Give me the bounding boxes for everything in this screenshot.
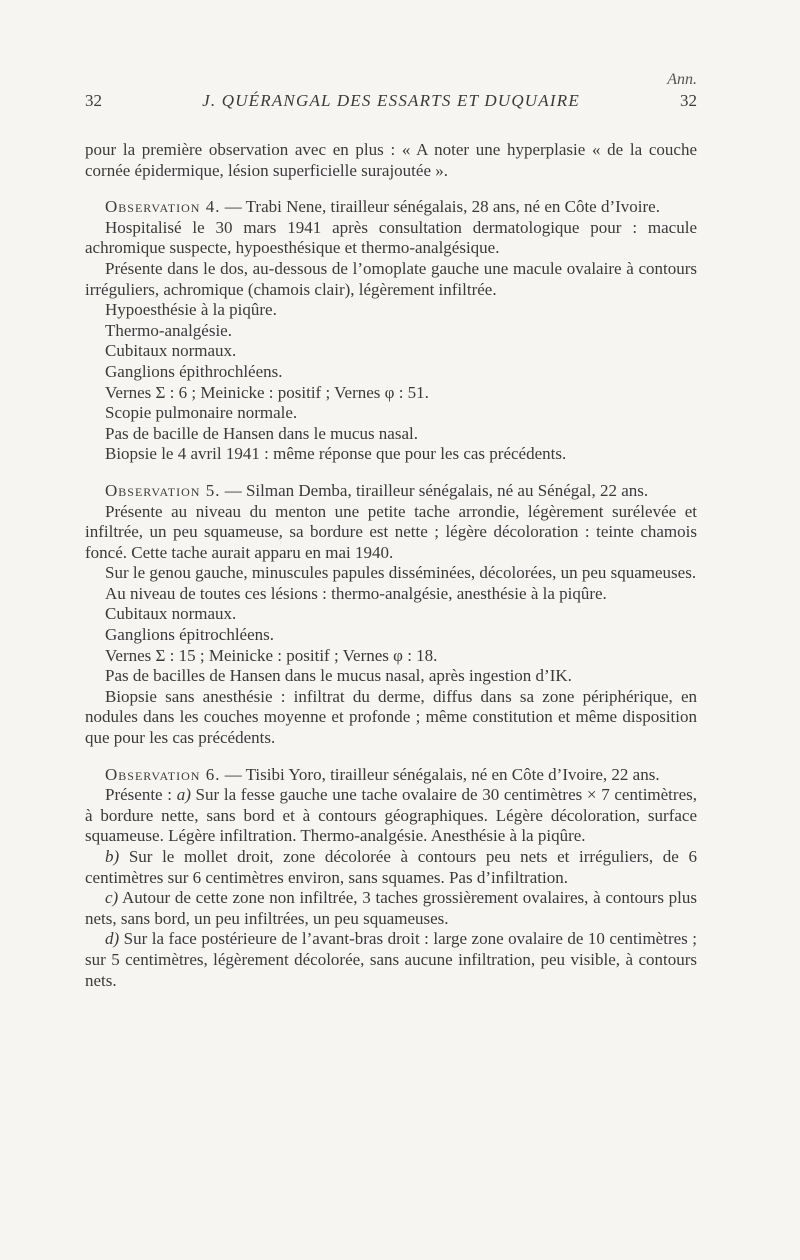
paragraph: Thermo-analgésie. bbox=[105, 320, 232, 340]
observation-4 bbox=[85, 197, 697, 465]
paragraph: Ganglions épithrochléens. bbox=[105, 361, 283, 381]
paragraph: Scopie pulmonaire normale. bbox=[105, 403, 298, 423]
paragraph: Ganglions épitrochléens. bbox=[105, 625, 275, 645]
annotation-ann: Ann. bbox=[667, 71, 697, 88]
paragraph-text: Sur la face postérieure de l’avant-bras droit : large zone ovalaire de 10 centimètres ; sur 5 centimètres, légèrement décolorée, sans aucune infiltration, peu visible, à contours nets. bbox=[85, 929, 697, 990]
item-marker: c) bbox=[105, 888, 119, 908]
paragraph: Au niveau de toutes ces lésions : thermo-analgésie, anesthésie à la piqûre. bbox=[105, 583, 607, 603]
paragraph-b bbox=[85, 847, 697, 888]
paragraph: Vernes Σ : 6 ; Meinicke : positif ; Vernes φ : 51. bbox=[105, 382, 429, 402]
observation-6 bbox=[85, 765, 697, 992]
observation-heading bbox=[85, 765, 697, 786]
paragraph: Sur le genou gauche, minuscules papules disséminées, décolorées, un peu squameuses. bbox=[105, 563, 697, 583]
paragraph: Biopsie le 4 avril 1941 : même réponse que pour les cas précédents. bbox=[105, 444, 567, 464]
paragraph-a bbox=[85, 785, 697, 847]
paragraph-c bbox=[85, 888, 697, 929]
paragraph: Pas de bacilles de Hansen dans le mucus nasal, après ingestion d’IK. bbox=[105, 666, 572, 686]
item-marker: b) bbox=[105, 847, 120, 866]
page-number-left: 32 bbox=[85, 91, 102, 110]
observation-label: Observation 6. bbox=[105, 764, 221, 784]
page-header bbox=[85, 90, 697, 112]
running-title: J. QUÉRANGAL DES ESSARTS ET DUQUAIRE bbox=[202, 91, 580, 110]
observation-label: Observation 5. bbox=[105, 480, 221, 500]
paragraph: Biopsie sans anesthésie : infiltrat du derme, diffus dans sa zone périphérique, en nodules dans les couches moyenne et profonde ; même constitution et même disposition que pour les cas précédents. bbox=[85, 686, 697, 748]
paragraph: Pas de bacille de Hansen dans le mucus nasal. bbox=[105, 423, 418, 443]
paragraph: Cubitaux normaux. bbox=[105, 604, 237, 624]
observation-intro: — Tisibi Yoro, tirailleur sénégalais, né en Côte d’Ivoire, 22 ans. bbox=[220, 764, 660, 784]
paragraph-d bbox=[85, 929, 697, 991]
paragraph: Présente au niveau du menton une petite tache arrondie, légèrement surélevée et infiltrée, un peu squameuse, sa bordure est nette ; légère décoloration : teinte chamois foncé. Cette tache aurait apparu en mai 1940. bbox=[85, 501, 697, 562]
paragraph: Présente dans le dos, au-dessous de l’omoplate gauche une macule ovalaire à contours irréguliers, achromique (chamois clair), légèrement infiltrée. bbox=[85, 258, 697, 299]
observation-intro: — Trabi Nene, tirailleur sénégalais, 28 ans, né en Côte d’Ivoire. bbox=[220, 197, 660, 217]
observation-heading bbox=[85, 197, 697, 218]
observation-5 bbox=[85, 481, 697, 749]
observation-intro: — Silman Demba, tirailleur sénégalais, né au Sénégal, 22 ans. bbox=[220, 480, 649, 500]
paragraph: pour la première observation avec en plus : « A noter une hyperplasie « de la couche cornée épidermique, lésion superficielle surajoutée ». bbox=[85, 140, 697, 180]
observation-heading bbox=[85, 481, 697, 502]
observation-label: Observation 4. bbox=[105, 197, 221, 217]
paragraph-text: Autour de cette zone non infiltrée, 3 taches grossièrement ovalaires, à contours plus nets, sans bord, un peu infiltrées, un peu squameuses. bbox=[85, 888, 697, 928]
item-marker: d) bbox=[105, 929, 120, 949]
document-page bbox=[85, 70, 697, 1007]
paragraph: Vernes Σ : 15 ; Meinicke : positif ; Vernes φ : 18. bbox=[105, 645, 438, 665]
continuation-section bbox=[85, 140, 697, 181]
paragraph: Hypoesthésie à la piqûre. bbox=[105, 300, 277, 320]
item-marker: a) bbox=[176, 785, 191, 805]
paragraph: Hospitalisé le 30 mars 1941 après consultation dermatologique pour : macule achromique suspecte, hypoesthésique et thermo-analgésique. bbox=[85, 217, 697, 258]
paragraph-text: Sur la fesse gauche une tache ovalaire de 30 centimètres × 7 centimètres, à bordure nette, sans bord et à contours géographiques. Légère décoloration, surface squameuse. Légère infiltration. Thermo-analgésie. Anesthésie à la piqûre. bbox=[85, 785, 697, 846]
paragraph: Cubitaux normaux. bbox=[105, 341, 237, 361]
page-number-right: 32 bbox=[679, 91, 697, 110]
paragraph-lead: Présente : bbox=[105, 785, 177, 805]
paragraph-text: Sur le mollet droit, zone décolorée à contours peu nets et irréguliers, de 6 centimètres sur 6 centimètres environ, sans squames. Pas d’infiltration. bbox=[85, 847, 697, 887]
